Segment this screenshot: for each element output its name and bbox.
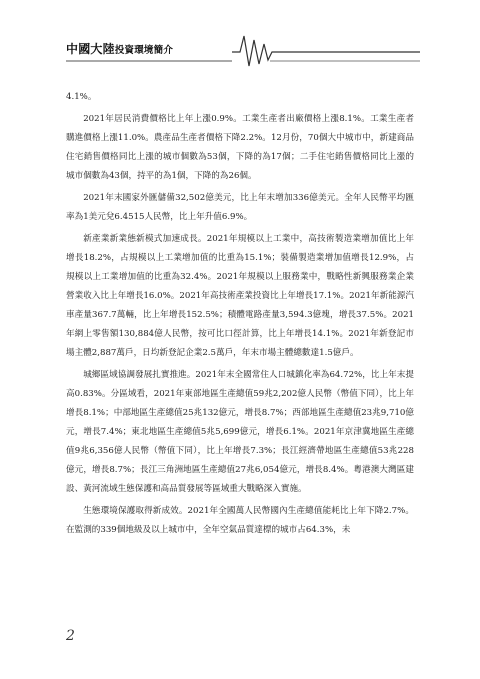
paragraph: 生態環境保護取得新成效。2021年全國萬人民幣國內生產總值能耗比上年下降2.7%。在監測的339個地級及以上城市中，全年空氣品質達標的城市占64.3%，未 xyxy=(66,506,414,535)
paragraph: 4.1%。 xyxy=(66,92,97,102)
header-title xyxy=(66,40,173,57)
paragraph: 新產業新業態新模式加速成長。2021年規模以上工業中，高技術製造業增加值比上年增長18.2%，占規模以上工業增加值的比重為15.1%；裝備製造業增加值增長12.9%，占規模以上工業增加值的比重為32.4%。2021年規模以上服務業中，戰略性新興服務業企業營業收入比上年增長16.0%。2021年高技術產業投資比上年增長17.1%。2021年新能源汽車產量367.7萬輛，比上年增長152.5%；積體電路產量3,594.3億塊，增長37.5%。2021年網上零售額130,884億人民幣，按可比口徑計算，比上年增長14.1%。2021年新登記市場主體2,887萬戶，日均新登記企業2.5萬戶，年末市場主體總數達1.5億戶。 xyxy=(66,234,414,358)
header-title-main: 中國大陸 xyxy=(66,42,115,56)
paragraph: 2021年居民消費價格比上年上漲0.9%。工業生產者出廠價格上漲8.1%。工業生產者購進價格上漲11.0%。農產品生產者價格下降2.2%。12月份，70個大中城市中，新建商品住宅銷售價格同比上漲的城市個數為53個，下降的為17個；二手住宅銷售價格同比上漲的城市個數為43個，持平的為1個，下降的為26個。 xyxy=(66,114,414,181)
paragraph: 城鄉區域協調發展扎實推進。2021年末全國常住人口城鎮化率為64.72%，比上年末提高0.83%。分區域看，2021年東部地區生產總值59兆2,202億人民幣（幣值下同），比上年增長8.1%；中部地區生產總值25兆132億元，增長8.7%；西部地區生產總值23兆9,710億元，增長7.4%；東北地區生產總值5兆5,699億元，增長6.1%。2021年京津冀地區生產總值9兆6,356億人民幣（幣值下同），比上年增長7.3%；長江經濟帶地區生產總值53兆228億元，增長8.7%；長江三角洲地區生產總值27兆6,054億元，增長8.4%。粵港澳大灣區建設、黃河流域生態保護和高品質發展等區域重大戰略深入實施。 xyxy=(66,370,414,494)
paragraph: 2021年末國家外匯儲備32,502億美元，比上年末增加336億美元。全年人民幣平均匯率為1美元兌6.4515人民幣，比上年升值6.9%。 xyxy=(66,193,414,222)
page-number: 2 xyxy=(66,628,75,644)
body-text xyxy=(66,88,414,543)
header-title-sub: 投資環境簡介 xyxy=(114,45,174,56)
page-header xyxy=(0,0,480,70)
